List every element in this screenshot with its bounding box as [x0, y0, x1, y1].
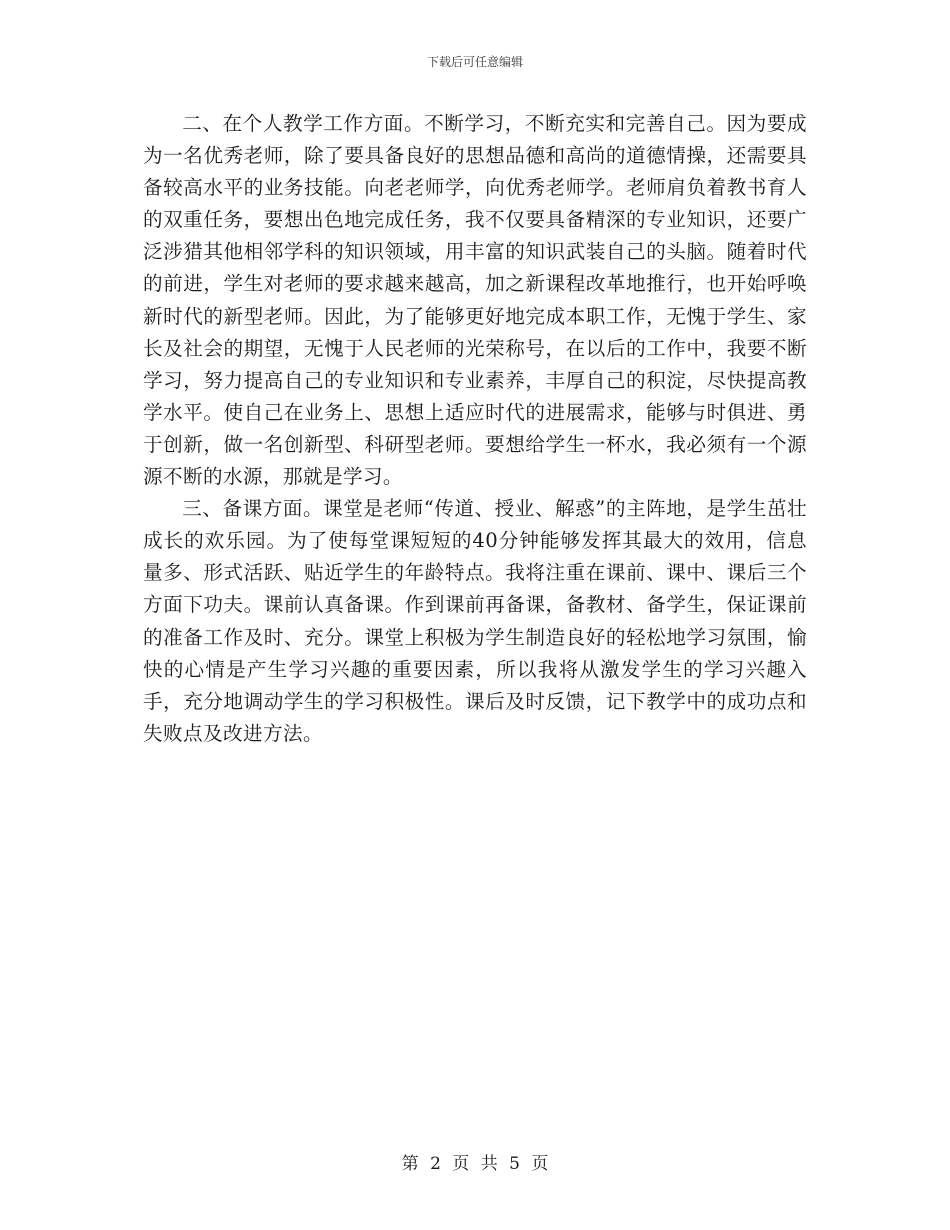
page-number-footer: 第 2 页 共 5 页 [401, 1154, 549, 1174]
document-body [143, 108, 807, 750]
page-header: 下载后可任意编辑 [426, 55, 523, 69]
paragraph-lesson-preparation: 三、备课方面。课堂是老师“传道、授业、解惑”的主阵地，是学生茁壮成长的欢乐园。为了使每堂课短短的40分钟能够发挥其最大的效用，信息量多、形式活跃、贴近学生的年龄特点。我将注重在课前、课中、课后三个方面下功夫。课前认真备课。作到课前再备课，备教材、备学生，保证课前的准备工作及时、充分。课堂上积极为学生制造良好的轻松地学习氛围，愉快的心情是产生学习兴趣的重要因素，所以我将从激发学生的学习兴趣入手，充分地调动学生的学习积极性。课后及时反馈，记下教学中的成功点和失败点及改进方法。 [143, 497, 807, 745]
paragraph-teaching-work: 二、在个人教学工作方面。不断学习，不断充实和完善自己。因为要成为一名优秀老师，除了要具备良好的思想品德和高尚的道德情操，还需要具备较高水平的业务技能。向老老师学，向优秀老师学。老师肩负着教书育人的双重任务，要想出色地完成任务，我不仅要具备精深的专业知识，还要广泛涉猎其他相邻学科的知识领域，用丰富的知识武装自己的头脑。随着时代的前进，学生对老师的要求越来越高，加之新课程改革地推行，也开始呼唤新时代的新型老师。因此，为了能够更好地完成本职工作，无愧于学生、家长及社会的期望，无愧于人民老师的光荣称号，在以后的工作中，我要不断学习，努力提高自己的专业知识和专业素养，丰厚自己的积淀，尽快提高教学水平。使自己在业务上、思想上适应时代的进展需求，能够与时俱进、勇于创新，做一名创新型、科研型老师。要想给学生一杯水，我必须有一个源源不断的水源，那就是学习。 [143, 112, 807, 489]
